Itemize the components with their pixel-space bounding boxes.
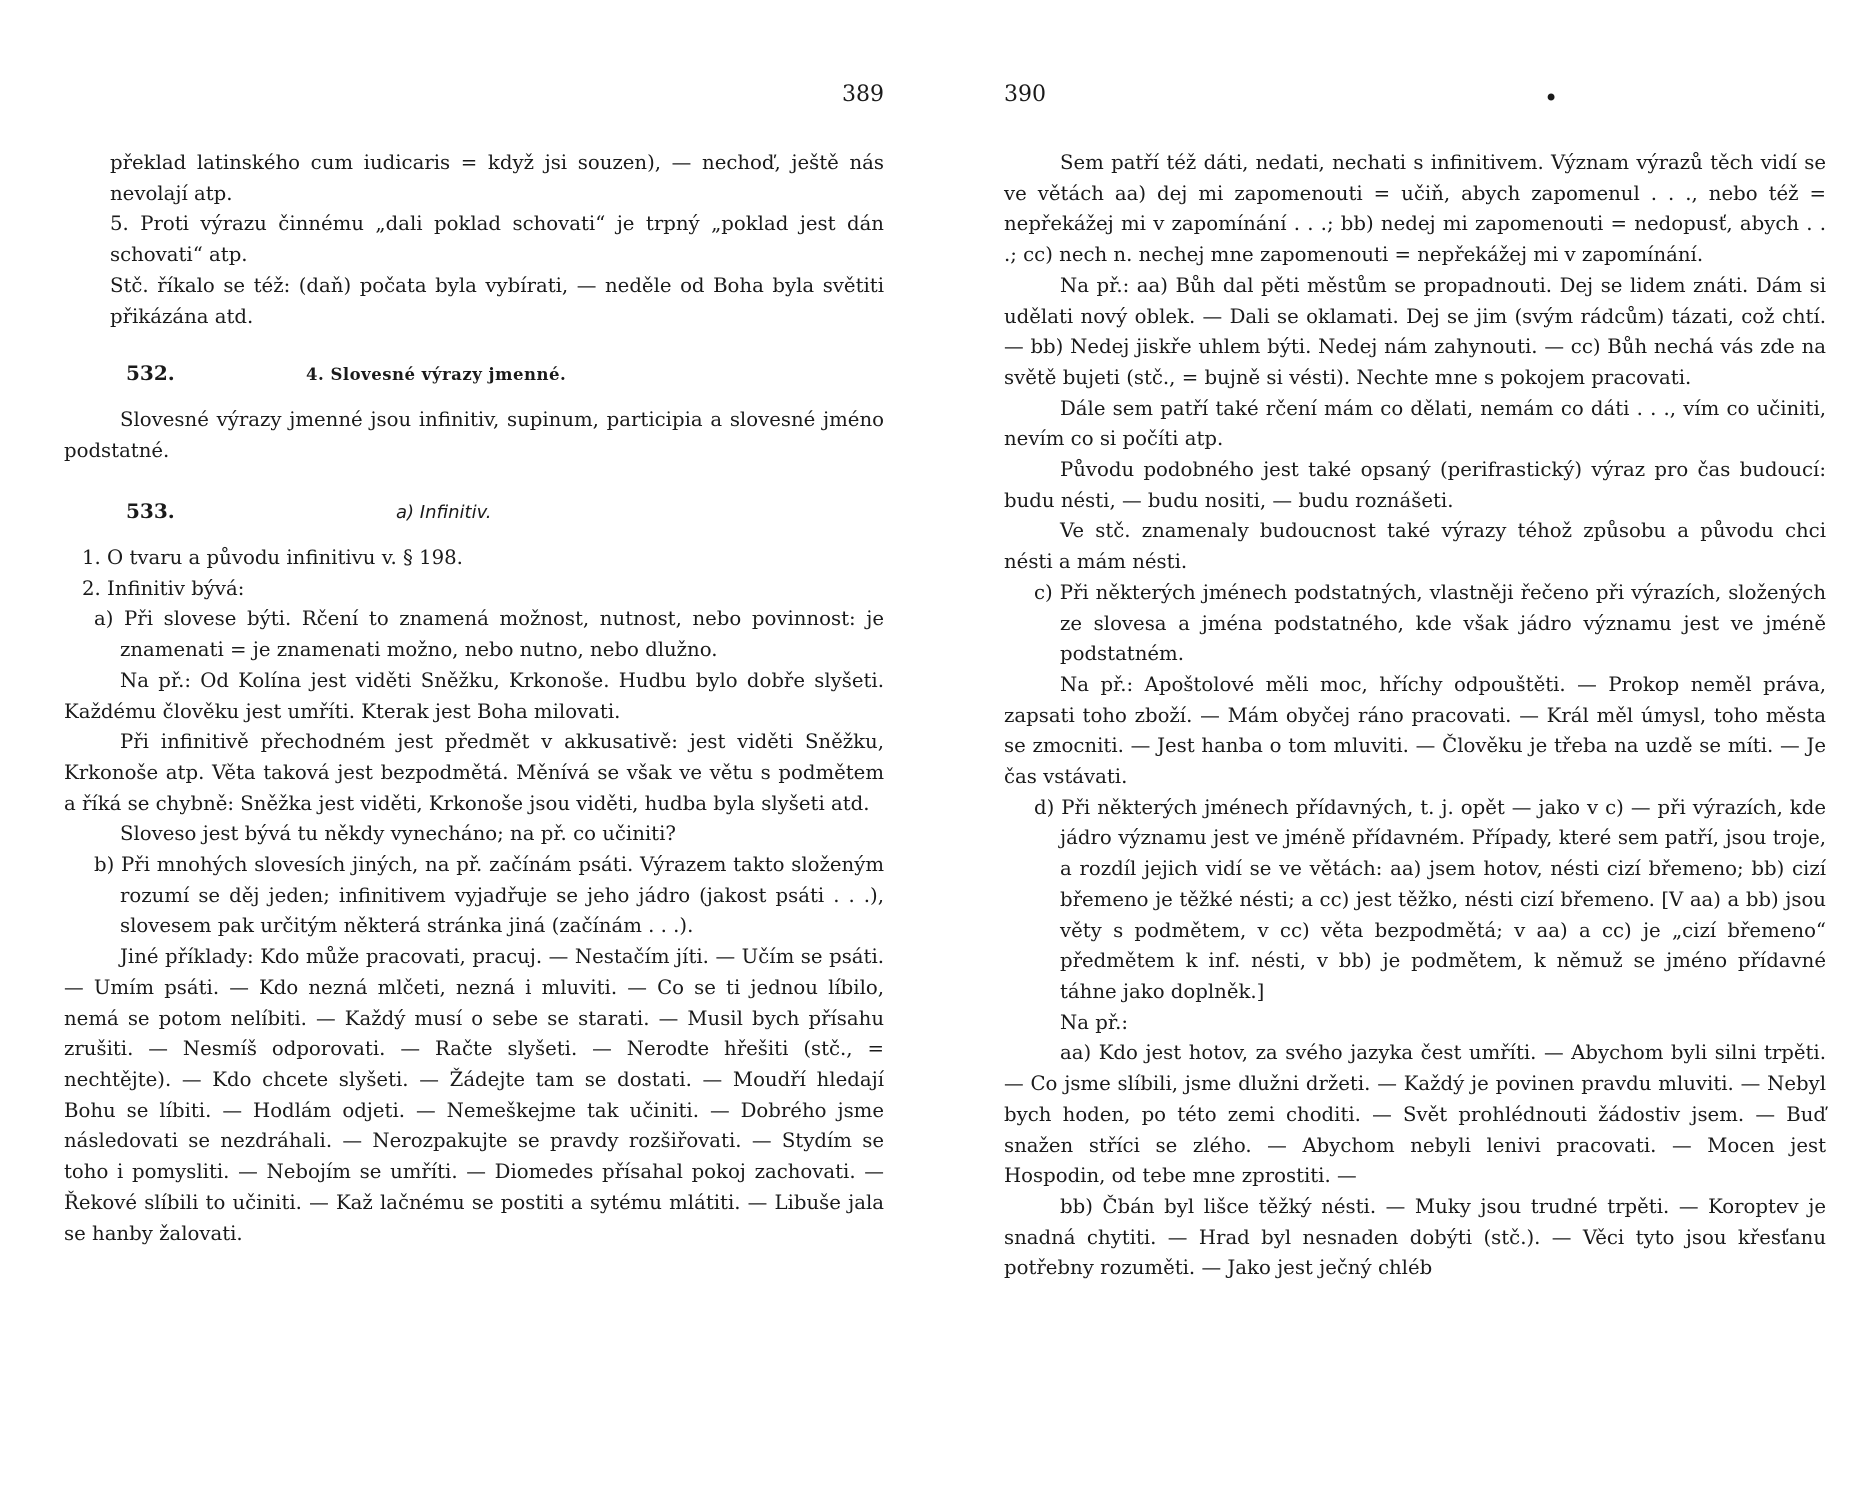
paragraph: Dále sem patří také rčení mám co dělati, nemám co dáti . . ., vím co učiniti, nevím co si počíti atp. <box>1004 396 1826 451</box>
section-heading <box>64 358 884 391</box>
section-title: 4. Slovesné výrazy jmenné. <box>306 365 567 385</box>
example-paragraph: bb) Čbán byl lišce těžký nésti. — Muky jsou trudné trpěti. — Koroptev je snadná chytiti. — Hrad byl nesnaden dobýti (stč.). — Věci tyto jsou křesťanu potřebny rozuměti. — Jako jest ječný chléb <box>1004 1194 1826 1280</box>
section-heading <box>64 496 884 529</box>
sub-item-a: a) Při slovese býti. Rčení to znamená možnost, nutnost, nebo povinnost: je znamenati = je znamenati možno, nebo nutno, nebo dlužno. <box>94 607 884 662</box>
list-item: 1. O tvaru a původu infinitivu v. § 198. <box>82 546 463 570</box>
example-paragraph: Na př.: Od Kolína jest viděti Sněžku, Krkonoše. Hudbu bylo dobře slyšeti. Každému člověku jest umříti. Kterak jest Boha milovati. <box>64 668 884 723</box>
section-number: 533. <box>126 499 175 524</box>
section-number: 532. <box>126 361 175 386</box>
left-page <box>64 0 884 1500</box>
dot-mark: • <box>1544 84 1559 112</box>
left-page-content <box>64 148 884 1249</box>
paragraph: Sem patří též dáti, nedati, nechati s infinitivem. Význam výrazů těch vidí se ve větách aa) dej mi zapomenouti = učiň, abych zapomenul . . ., nebo též = nepřekážej mi v zapomínání . . .; bb) nedej mi zapomenouti = nedopusť, abych . . .; cc) nech n. nechej mne zapomenouti = nepřekážej mi v zapomínání. <box>1004 151 1826 267</box>
example-paragraph: Sloveso jest bývá tu někdy vynecháno; na př. co učiniti? <box>120 822 676 846</box>
intro-paragraph: překlad latinského cum iudicaris = když jsi souzen), — nechoď, ještě nás nevolají atp. <box>110 151 884 205</box>
intro-paragraph: Stč. říkalo se též: (daň) počata byla vybírati, — neděle od Boha byla světiti přikázána atd. <box>110 273 884 328</box>
sub-item-c: c) Při některých jménech podstatných, vlastněji řečeno při výrazích, složených ze slovesa a jména podstatného, kde však jádro významu jest ve jméně podstatném. <box>1034 580 1826 666</box>
list-item: 2. Infinitiv bývá: <box>82 576 245 600</box>
example-label: Na př.: <box>1060 1010 1128 1034</box>
right-page <box>1004 0 1826 1500</box>
example-paragraph: Jiné příklady: Kdo může pracovati, pracuj. — Nestačím jíti. — Učím se psáti. — Umím psáti. — Kdo nezná mlčeti, nezná i mluviti. — Co se ti jednou líbilo, nemá se potom nelíbiti. — Každý musí o sebe se starati. — Musil bych přísahu zrušiti. — Nesmíš odporovati. — Račte slyšeti. — Nerodte hřešiti (stč., = nechtějte). — Kdo chcete slyšeti. — Žádejte tam se dostati. — Moudří hledají Bohu se líbiti. — Hodlám odjeti. — Nemeškejme tak učiniti. — Dobrého jsme následovati se nezdráhali. — Nerozpakujte se pravdy rozšiřovati. — Stydím se toho i pomysliti. — Nebojím se umříti. — Diomedes přísahal pokoj zachovati. — Řekové slíbili to učiniti. — Kaž lačnému se postiti a sytému mlátiti. — Libuše jala se hanby žalovati. <box>64 945 884 1245</box>
page-number: 390 <box>1004 82 1046 107</box>
sub-item-b: b) Při mnohých slovesích jiných, na př. začínám psáti. Výrazem takto složeným rozumí se děj jeden; infinitivem vyjadřuje se jeho jádro (jakost psáti . . .), slovesem pak určitým některá stránka jiná (začínám . . .). <box>94 853 884 938</box>
example-paragraph: aa) Kdo jest hotov, za svého jazyka čest umříti. — Abychom byli silni trpěti. — Co jsme slíbili, jsme dlužni držeti. — Každý je povinen pravdu mluviti. — Nebyl bych hoden, po této zemi choditi. — Svět prohlédnouti žádostiv jsem. — Buď snažen stříci se zlého. — Abychom nebyli lenivi pracovati. — Mocen jest Hospodin, od tebe mne zprostiti. — <box>1004 1041 1826 1188</box>
section-title: a) Infinitiv. <box>396 502 492 524</box>
sub-item-d: d) Při některých jménech přídavných, t. j. opět — jako v c) — při výrazích, kde jádro významu jest ve jméně přídavném. Případy, které sem patří, jsou troje, a rozdíl jejich vidí se ve větách: aa) jsem hotov, nésti cizí břemeno; bb) cizí břemeno je těžké nésti; a cc) jest těžko, nésti cizí břemeno. [V aa) a bb) jsou věty s podmětem, v cc) věta bezpodmětá; v aa) a cc) je „cizí břemeno“ předmětem k inf. nésti, v bb) je podmětem, k němuž se jméno přídavné táhne jako doplněk.] <box>1034 795 1826 1003</box>
section-text: Slovesné výrazy jmenné jsou infinitiv, supinum, participia a slovesné jméno podstatné. <box>64 407 884 462</box>
paragraph: Ve stč. znamenaly budoucnost také výrazy téhož způsobu a původu chci nésti a mám nésti. <box>1004 519 1826 574</box>
page-number: 389 <box>842 82 884 107</box>
example-paragraph: Na př.: Apoštolové měli moc, hříchy odpouštěti. — Prokop neměl práva, zapsati toho zboží. — Mám obyčej ráno pracovati. — Král měl úmysl, toho města se zmocniti. — Jest hanba o tom mluviti. — Člověku je třeba na uzdě se míti. — Je čas vstávati. <box>1004 672 1826 789</box>
right-page-content <box>1004 148 1826 1284</box>
paragraph: Původu podobného jest také opsaný (perifrastický) výraz pro čas budoucí: budu nésti, — budu nositi, — budu roznášeti. <box>1004 458 1826 512</box>
example-paragraph: Při infinitivě přechodném jest předmět v akkusativě: jest viděti Sněžku, Krkonoše atp. Věta taková jest bezpodmětá. Měnívá se však ve větu s podmětem a říká se chybně: Sněžka jest viděti, Krkonoše jsou viděti, hudba byla slyšeti atd. <box>64 730 884 815</box>
intro-paragraph: 5. Proti výrazu činnému „dali poklad schovati“ je trpný „poklad jest dán schovati“ atp. <box>110 212 884 267</box>
paragraph: Na př.: aa) Bůh dal pěti městům se propadnouti. Dej se lidem znáti. Dám si udělati nový oblek. — Dali se oklamati. Dej se jim (svým rádcům) tázati, což chtí. — bb) Nedej jiskře uhlem býti. Nedej nám zahynouti. — cc) Bůh nechá vás zde na světě bujeti (stč., = bujně si vésti). Nechte mne s pokojem pracovati. <box>1004 273 1826 389</box>
